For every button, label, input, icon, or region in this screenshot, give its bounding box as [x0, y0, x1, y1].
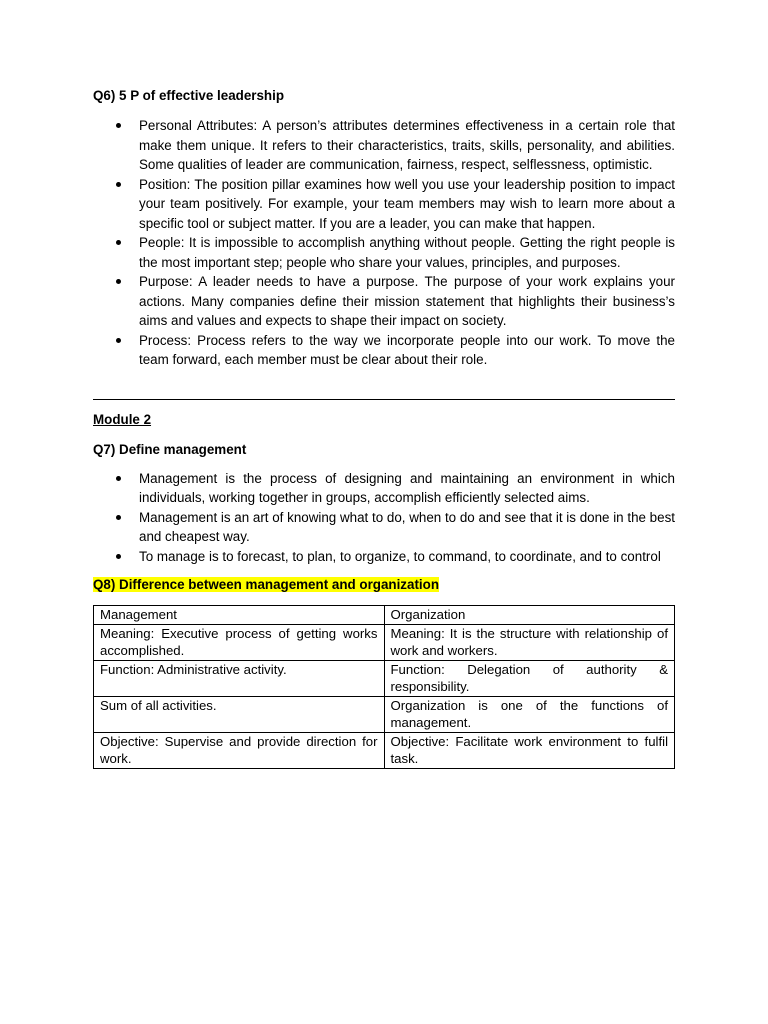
table-row: [94, 696, 675, 732]
table-cell: Objective: Supervise and provide direction for work.: [94, 732, 385, 768]
list-item: Personal Attributes: A person’s attributes determines effectiveness in a certain role that make them unique. It refers to their characteristics, traits, skills, personality, and abilities. Some qualities of leader are communication, fairness, respect, selflessness, optimistic.: [93, 116, 675, 175]
section-divider: [93, 399, 675, 400]
q7-list: [93, 469, 675, 567]
table-row: [94, 624, 675, 660]
list-item: To manage is to forecast, to plan, to organize, to command, to coordinate, and to control: [93, 547, 675, 567]
table-row: [94, 732, 675, 768]
list-item: Management is an art of knowing what to do, when to do and see that it is done in the best and cheapest way.: [93, 508, 675, 547]
list-item: Purpose: A leader needs to have a purpose. The purpose of your work explains your actions. Many companies define their mission statement that highlights their business’s aims and values and expects to shape their impact on society.: [93, 272, 675, 331]
table-cell: Sum of all activities.: [94, 696, 385, 732]
table-header-row: [94, 606, 675, 625]
q7-heading: Q7) Define management: [93, 441, 247, 457]
module-heading: Module 2: [93, 411, 152, 427]
comparison-table: [93, 605, 675, 769]
table-header-cell: Management: [94, 606, 385, 625]
table-cell: Meaning: Executive process of getting works accomplished.: [94, 624, 385, 660]
table-header-cell: Organization: [384, 606, 675, 625]
list-item: Process: Process refers to the way we incorporate people into our work. To move the team forward, each member must be clear about their role.: [93, 331, 675, 370]
q6-list: [93, 116, 675, 370]
q8-heading: [93, 575, 675, 595]
q6-heading: Q6) 5 P of effective leadership: [93, 88, 285, 103]
list-item: Position: The position pillar examines how well you use your leadership position to impact your team positively. For example, your team members may wish to learn more about a specific tool or subject matter. If you are a leader, you can make that happen.: [93, 175, 675, 234]
table-row: [94, 660, 675, 696]
table-cell: Organization is one of the functions of management.: [384, 696, 675, 732]
table-cell: Meaning: It is the structure with relationship of work and workers.: [384, 624, 675, 660]
table-cell: Function: Administrative activity.: [94, 660, 385, 696]
list-item: People: It is impossible to accomplish anything without people. Getting the right people is the most important step; people who share your values, principles, and purposes.: [93, 233, 675, 272]
list-item: Management is the process of designing and maintaining an environment in which individuals, working together in groups, accomplish efficiently selected aims.: [93, 469, 675, 508]
document-page: [93, 86, 675, 769]
table-cell: Function: Delegation of authority & responsibility.: [384, 660, 675, 696]
highlighted-text: Q8) Difference between management and organization: [93, 577, 439, 592]
table-cell: Objective: Facilitate work environment to fulfil task.: [384, 732, 675, 768]
